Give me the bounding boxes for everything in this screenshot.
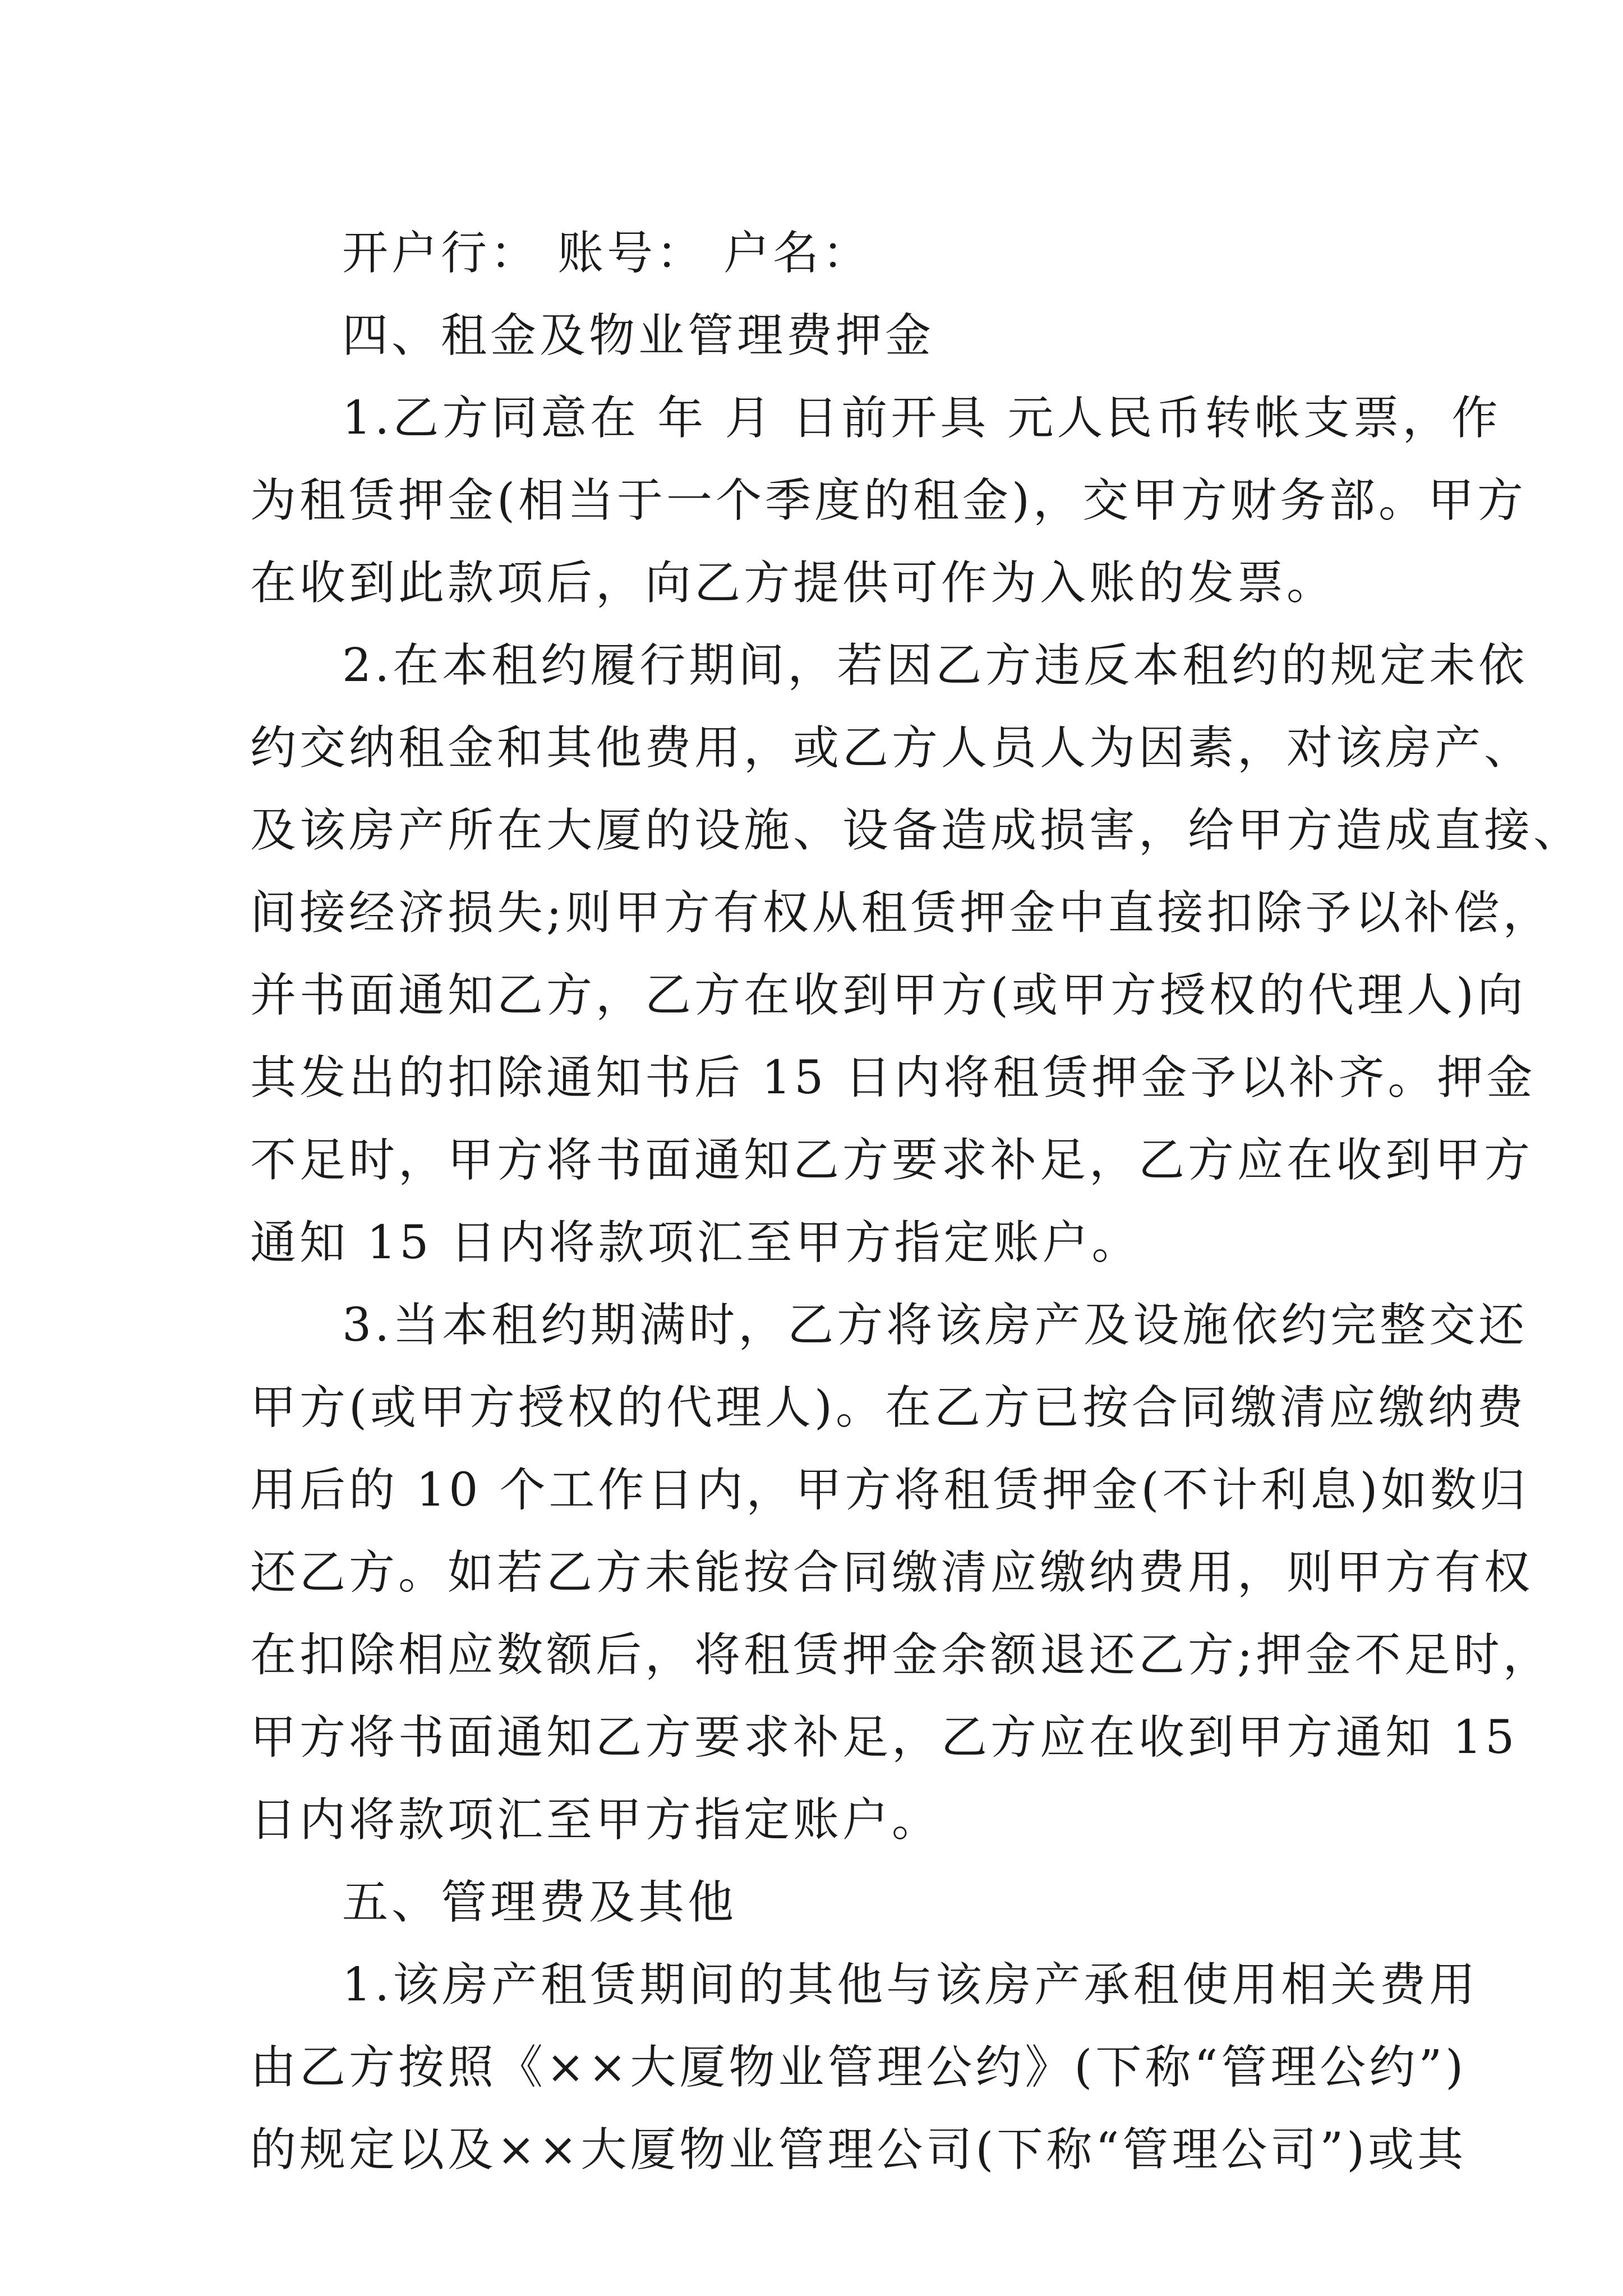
paragraph-line: 用后的 10 个工作日内，甲方将租赁押金(不计利息)如数归 [250,1464,1529,1517]
paragraph-line: 1.乙方同意在 年 月 日前开具 元人民币转帐支票，作 [342,392,1501,445]
bank-info-line: 开户行： 账号： 户名： [342,227,872,280]
paragraph-line: 不足时，甲方将书面通知乙方要求补足，乙方应在收到甲方 [250,1134,1534,1187]
paragraph-line: 并书面通知乙方，乙方在收到甲方(或甲方授权的代理人)向 [250,969,1527,1022]
section-heading-deposit: 四、租金及物业管理费押金 [342,309,935,362]
paragraph-line: 及该房产所在大厦的设施、设备造成损害，给甲方造成直接、 [250,804,1583,857]
paragraph-line: 还乙方。如若乙方未能按合同缴清应缴纳费用，则甲方有权 [250,1546,1534,1599]
paragraph-line: 其发出的扣除通知书后 15 日内将租赁押金予以补齐。押金 [250,1051,1536,1105]
paragraph-line: 通知 15 日内将款项汇至甲方指定账户。 [250,1216,1141,1269]
paragraph-line: 为租赁押金(相当于一个季度的租金)，交甲方财务部。甲方 [250,474,1527,527]
paragraph-line: 2.在本租约履行期间，若因乙方违反本租约的规定未依 [342,639,1528,692]
paragraph-line: 间接经济损失;则甲方有权从租赁押金中直接扣除予以补偿， [250,886,1552,940]
document-body [250,212,1583,2191]
paragraph-line: 甲方将书面通知乙方要求补足，乙方应在收到甲方通知 15 [250,1711,1518,1764]
paragraph-line: 约交纳租金和其他费用，或乙方人员人为因素，对该房产、 [250,721,1534,775]
paragraph-line: 在扣除相应数额后，将租赁押金余额退还乙方;押金不足时， [250,1628,1552,1682]
paragraph-line: 的规定以及××大厦物业管理公司(下称“管理公司”)或其 [250,2123,1467,2177]
paragraph-line: 由乙方按照《××大厦物业管理公约》(下称“管理公约”) [250,2041,1467,2094]
paragraph-line: 日内将款项汇至甲方指定账户。 [250,1793,942,1847]
section-heading-management-fee: 五、管理费及其他 [342,1876,737,1929]
paragraph-line: 1.该房产租赁期间的其他与该房产承租使用相关费用 [342,1958,1479,2012]
paragraph-line: 甲方(或甲方授权的代理人)。在乙方已按合同缴清应缴纳费 [250,1381,1527,1434]
paragraph-line: 在收到此款项后，向乙方提供可作为入账的发票。 [250,556,1336,610]
paragraph-line: 3.当本租约期满时，乙方将该房产及设施依约完整交还 [342,1299,1528,1352]
